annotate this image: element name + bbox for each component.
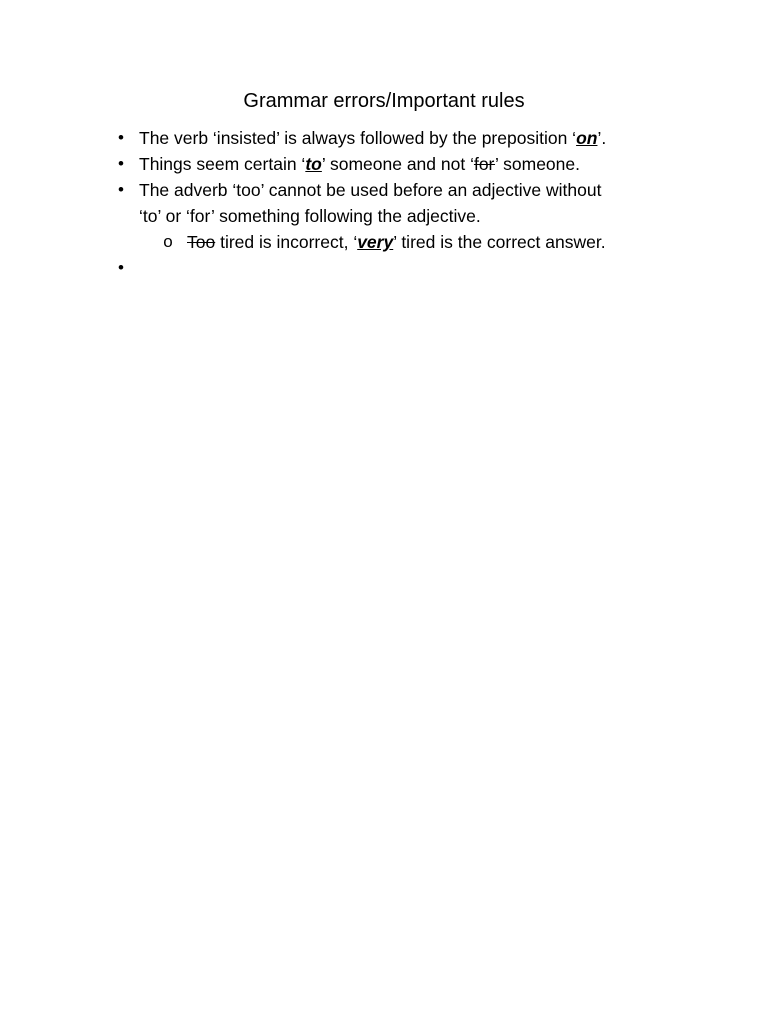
emphasized-word: to [305,154,322,174]
bullet-icon: • [118,128,124,147]
bullet-icon: • [118,180,124,199]
sub-bullet-icon: o [163,232,173,251]
struck-word: for [473,154,496,174]
list-item [0,177,699,229]
list-item-text [139,151,699,177]
list-item-empty [0,255,699,281]
text-run: ’ tired is the correct answer. [393,232,606,252]
list-item-text-line-2: ‘to’ or ‘for’ something following the adjective. [139,206,481,226]
text-run: ’ someone. [495,154,580,174]
text-run: The verb ‘insisted’ is always followed by the preposition ‘ [139,128,577,148]
list-item [0,151,699,177]
text-run: tired is incorrect, ‘ [215,232,358,252]
list-item-text [139,125,699,151]
text-run: Things seem certain ‘ [139,154,306,174]
bullet-icon: • [118,258,124,277]
struck-word: Too [187,232,216,252]
sub-list-item [0,229,747,255]
text-run: ’. [597,128,607,148]
emphasized-word: very [357,232,394,252]
bullet-list [0,125,768,281]
sub-list-item-text [187,229,747,255]
text-run: ’ someone and not ‘ [321,154,474,174]
list-item [0,125,699,151]
emphasized-word: on [576,128,598,148]
document-title: Grammar errors/Important rules [243,90,525,112]
list-item-text-line-1: The adverb ‘too’ cannot be used before an adjective without [139,180,602,200]
bullet-icon: • [118,154,124,173]
